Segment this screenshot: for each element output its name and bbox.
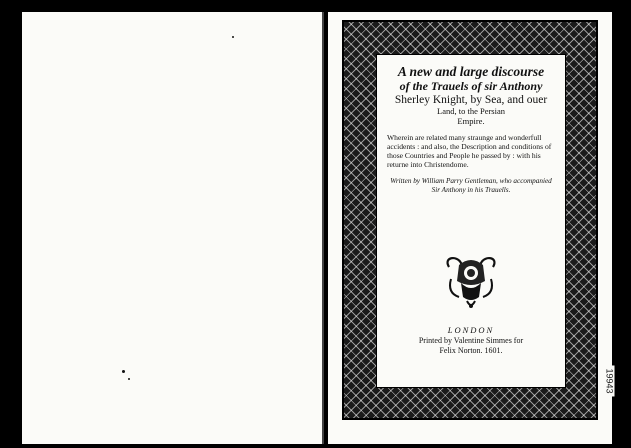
printers-device-emblem — [441, 253, 501, 309]
ink-speck — [122, 370, 125, 373]
imprint-publisher-date: Felix Norton. 1601. — [439, 345, 503, 355]
imprint-printer: Printed by Valentine Simmes for — [418, 335, 524, 345]
title-panel — [376, 54, 566, 388]
title-line-2: of the Trauels of sir Anthony — [399, 79, 543, 94]
description-text: Wherein are related many straunge and wonderfull accidents : and also, the Description and conditions of those Countries and People he passed by : with his returne into Christendome. — [387, 132, 552, 169]
ornamental-border — [342, 20, 598, 420]
title-line-3: Sherley Knight, by Sea, and ouer — [394, 93, 548, 106]
title-line-5: Empire. — [457, 115, 485, 126]
title-line-4: Land, to the Persian — [437, 105, 505, 116]
left-blank-page — [22, 12, 324, 444]
ink-speck — [128, 378, 130, 380]
call-number-text: 19943 — [605, 365, 615, 396]
author-line: Written by William Parry Gentleman, who accompanied Sir Anthony in his Trauells. — [390, 177, 552, 195]
imprint — [385, 325, 557, 356]
call-number-label — [600, 354, 620, 408]
title-line-1: A new and large discourse — [397, 64, 545, 79]
ink-speck — [232, 36, 234, 38]
title-page — [328, 12, 612, 444]
imprint-city: LONDON — [447, 325, 495, 335]
